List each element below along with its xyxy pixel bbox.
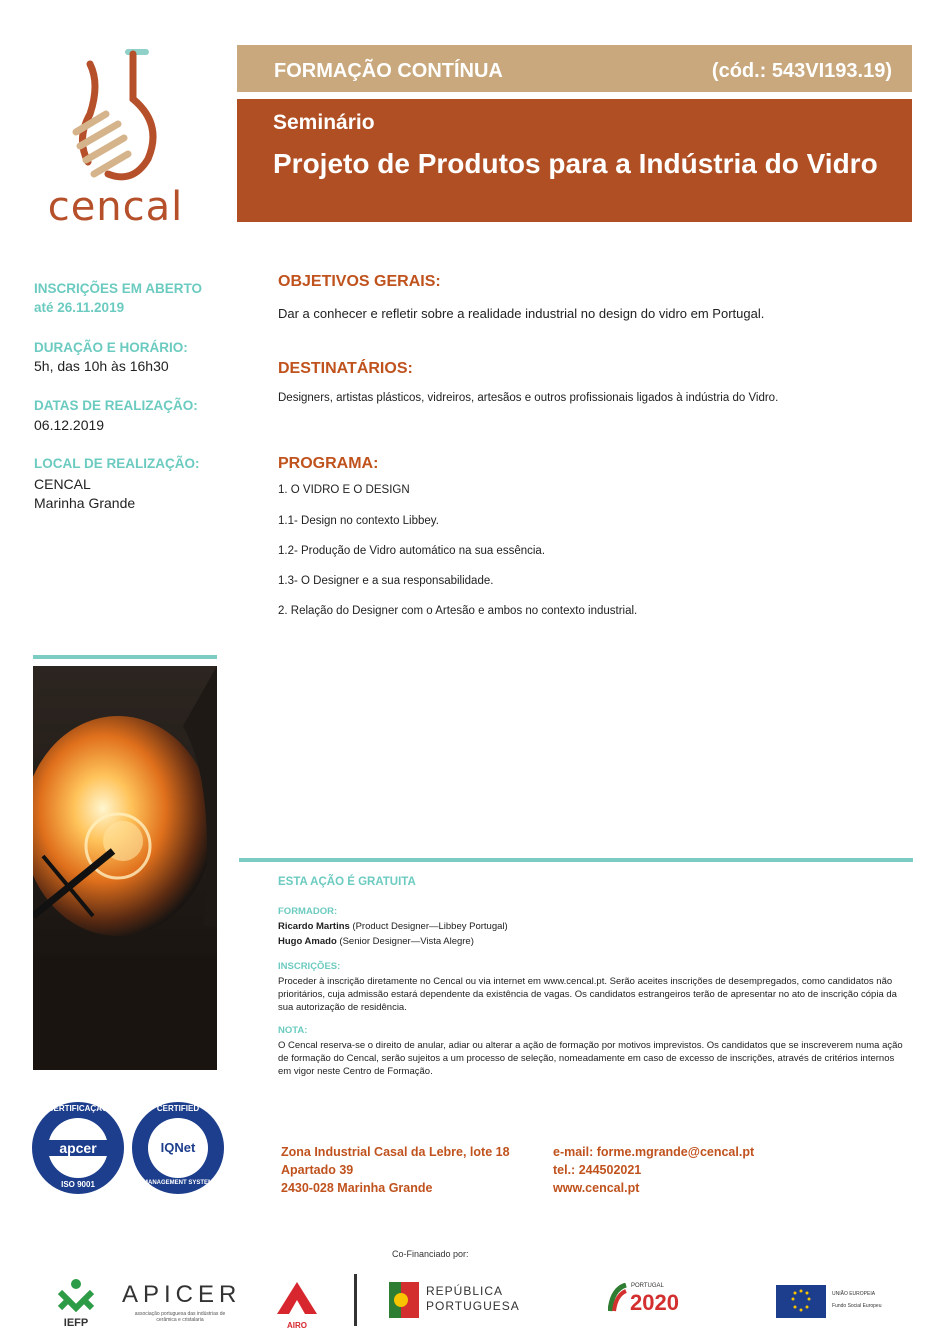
- ue-line1: UNIÃO EUROPEIA: [832, 1291, 876, 1297]
- inscricoes-heading: INSCRIÇÕES:: [278, 961, 341, 972]
- programa-item: 1.2- Produção de Vidro automático na sua essência.: [278, 545, 546, 557]
- contact-block: [553, 1143, 754, 1197]
- apcer-seal: [30, 1100, 126, 1196]
- eu-flag: [776, 1285, 826, 1318]
- inscricoes-value: até 26.11.2019: [34, 300, 125, 315]
- duracao-value: 5h, das 10h às 16h30: [34, 358, 169, 374]
- iefp-logo: [56, 1278, 96, 1328]
- local-line1: CENCAL: [34, 476, 91, 492]
- cofinanciado-label: Co-Financiado por:: [392, 1249, 469, 1259]
- course-type: FORMAÇÃO CONTÍNUA: [274, 60, 503, 82]
- republica-emblem: [389, 1282, 419, 1318]
- pt2020-emblem: [608, 1283, 628, 1313]
- iqnet-top-text: CERTIFIED: [156, 1104, 200, 1113]
- header-top-bar: [237, 45, 912, 92]
- ue-line2: Fundo Social Europeu: [832, 1303, 882, 1309]
- apcer-bot-text: ISO 9001: [61, 1180, 95, 1189]
- formador-2-role: (Senior Designer—Vista Alegre): [336, 936, 474, 947]
- formador-2-name: Hugo Amado: [278, 936, 337, 947]
- address-block: [281, 1143, 510, 1197]
- phone: tel.: 244502021: [553, 1163, 642, 1177]
- formador-1-name: Ricardo Martins: [278, 921, 350, 932]
- datas-value: 06.12.2019: [34, 417, 105, 433]
- programa-item: 1.3- O Designer e a sua responsabilidade.: [278, 575, 494, 587]
- formador-2: [278, 935, 474, 948]
- email-link[interactable]: e-mail: forme.mgrande@cencal.pt: [553, 1145, 755, 1159]
- republica-line1: REPÚBLICA: [426, 1284, 504, 1298]
- objetivos-heading: OBJETIVOS GERAIS:: [278, 273, 441, 290]
- iqnet-bot-text: MANAGEMENT SYSTEM: [142, 1180, 213, 1186]
- divider-left: [33, 655, 217, 659]
- objetivos-text: Dar a conhecer e refletir sobre a realidade industrial no design do vidro em Portugal.: [278, 306, 765, 321]
- destinatarios-heading: DESTINATÁRIOS:: [278, 360, 413, 377]
- formador-1: [278, 920, 508, 933]
- formador-1-role: (Product Designer—Libbey Portugal): [349, 921, 508, 932]
- airo-text: AIRO: [287, 1321, 307, 1330]
- iqnet-mid-text: IQNet: [160, 1140, 196, 1155]
- datas-label: DATAS DE REALIZAÇÃO:: [34, 398, 198, 413]
- inscricoes-text: Proceder à inscrição diretamente no Cencal ou via internet em www.cencal.pt. Serão aceites inscrições de desempregados, como candidatos não prioritários, cuja admissão estará dependente da existência de vagas. Os candidatos estrangeiros terão de apresentar no ato de inscrição cópia da sua autorização de residência.: [278, 976, 897, 1013]
- course-code: (cód.: 543VI193.19): [711, 60, 892, 82]
- glassblowing-photo: [33, 666, 217, 1070]
- divider-right: [239, 858, 913, 862]
- apicer-subtitle: associação portuguesa das indústrias de cerâmica e cristalaria: [134, 1311, 226, 1323]
- website-link[interactable]: www.cencal.pt: [553, 1181, 640, 1195]
- pt2020-text: 2020: [630, 1290, 679, 1315]
- event-kicker: Seminário: [273, 111, 375, 134]
- apcer-mid-text: apcer: [59, 1140, 97, 1156]
- gratuita-label: ESTA AÇÃO É GRATUITA: [278, 876, 416, 888]
- nota-text: O Cencal reserva-se o direito de anular, adiar ou alterar a ação de formação por motivos imprevistos. Os candidatos que se inscreverem numa ação de formação do Cencal, serão sujeitos a um processo de seleção, nomeadamente em caso de excesso de inscrições, através de critérios internos em vigor neste Centro de Formação.: [278, 1040, 903, 1077]
- page-title: Projeto de Produtos para a Indústria do Vidro: [273, 148, 878, 179]
- address-line1: Zona Industrial Casal da Lebre, lote 18: [281, 1145, 510, 1159]
- pt2020-small: PORTUGAL: [631, 1283, 664, 1289]
- apcer-top-text: CERTIFICAÇÃO: [47, 1104, 109, 1113]
- republica-line2: PORTUGUESA: [426, 1299, 520, 1313]
- logo-wordmark: cencal: [47, 184, 184, 230]
- destinatarios-text: Designers, artistas plásticos, vidreiros, artesãos e outros profissionais ligados à indústria do Vidro.: [278, 392, 779, 404]
- programa-item: 2. Relação do Designer com o Artesão e ambos no contexto industrial.: [278, 605, 638, 617]
- duracao-label: DURAÇÃO E HORÁRIO:: [34, 340, 188, 355]
- apicer-logo: APICER: [122, 1281, 242, 1308]
- formador-heading: FORMADOR:: [278, 906, 338, 917]
- iefp-text: IEFP: [63, 1317, 89, 1329]
- nota-heading: NOTA:: [278, 1025, 308, 1036]
- programa-item: 1. O VIDRO E O DESIGN: [278, 484, 410, 496]
- programa-heading: PROGRAMA:: [278, 455, 379, 472]
- address-line2: Apartado 39: [281, 1163, 354, 1177]
- address-line3: 2430-028 Marinha Grande: [281, 1181, 433, 1195]
- footer-divider: [354, 1274, 357, 1326]
- airo-logo: [275, 1280, 319, 1330]
- inscricoes-label: INSCRIÇÕES EM ABERTO: [34, 281, 203, 296]
- local-line2: Marinha Grande: [34, 495, 136, 511]
- programa-item: 1.1- Design no contexto Libbey.: [278, 515, 439, 527]
- local-label: LOCAL DE REALIZAÇÃO:: [34, 456, 200, 471]
- header-title-bar: [237, 99, 912, 222]
- iqnet-seal: [130, 1100, 226, 1196]
